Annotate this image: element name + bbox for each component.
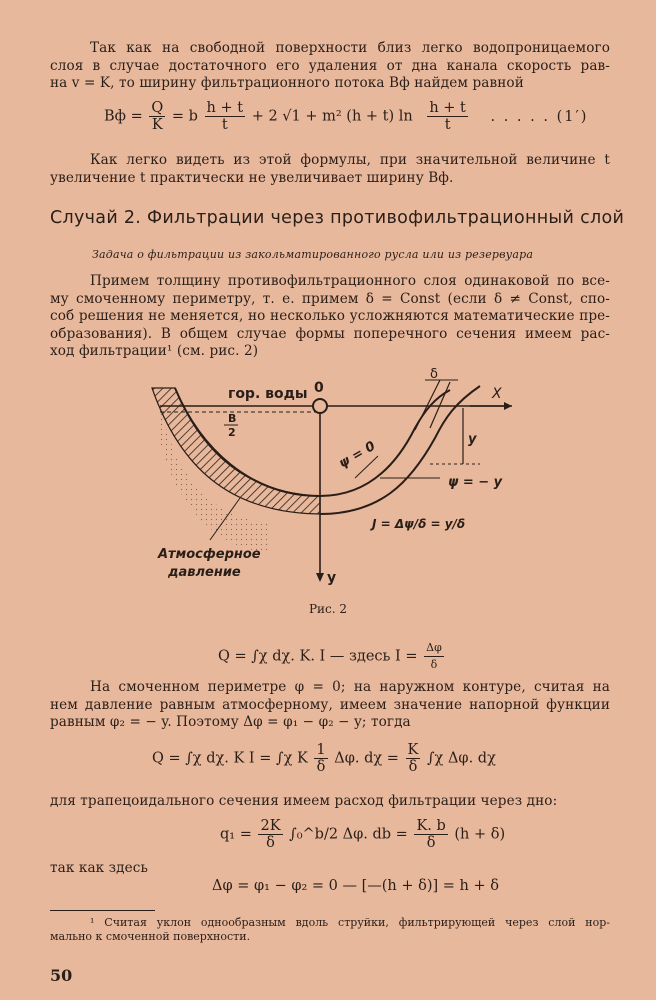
fraction xyxy=(424,640,444,673)
formula-part: Q = ∫χ dχ. K I = ∫χ K xyxy=(152,750,308,767)
page-number: 50 xyxy=(50,966,73,985)
text-line: слоя в случае достаточного его удаления от дна канала скорость рав- xyxy=(50,57,610,74)
label-atm-2: давление xyxy=(168,565,241,580)
impervious-layer-left xyxy=(152,388,320,514)
label-x: X xyxy=(492,386,502,402)
fraction-num: Δφ xyxy=(424,640,444,657)
formula-part: Δφ. dχ = xyxy=(334,750,404,767)
formula-q1 xyxy=(220,818,505,851)
fraction xyxy=(205,100,246,133)
text-line: на v = K, то ширину фильтрационного потока Bф найдем равной xyxy=(50,75,524,91)
text-line: для трапецоидального сечения имеем расход фильтрации через дно: xyxy=(50,793,558,809)
label-y-axis: y xyxy=(327,570,337,586)
text-line: нем давление равным атмосферному, имеем значение напорной функции xyxy=(50,696,610,713)
section-heading: Случай 2. Фильтрации через противофильтрационный слой xyxy=(50,208,625,228)
fraction-den: t xyxy=(444,117,451,133)
formula-number: . . . . . (1′) xyxy=(490,108,589,125)
footnote-line: мально к смоченной поверхности. xyxy=(50,930,251,943)
fraction-den: K xyxy=(151,117,163,133)
formula-bf xyxy=(104,100,588,133)
text-line: образования). В общем случае формы поперечного сечения имеем рас- xyxy=(50,325,610,342)
fraction-den: δ xyxy=(316,759,326,775)
fraction-den: δ xyxy=(426,835,436,851)
paragraph-2 xyxy=(50,152,610,187)
formula-q xyxy=(218,640,446,673)
formula-part: Bф = xyxy=(104,108,148,125)
fraction-den: t xyxy=(221,117,228,133)
text-line: увеличение t практически не увеличивает ширину Bф. xyxy=(50,169,454,186)
fraction xyxy=(414,818,447,851)
formula-part: = b xyxy=(171,108,198,125)
paragraph-1 xyxy=(50,40,610,93)
fraction-num: K xyxy=(407,742,419,758)
paragraph-5 xyxy=(50,793,610,811)
fraction-num: K. b xyxy=(416,818,446,834)
delta-leader xyxy=(430,382,450,428)
fraction-num: 2K xyxy=(260,818,281,834)
label-y-right: y xyxy=(468,432,477,447)
text-line: Как легко видеть из этой формулы, при значительной величине t xyxy=(90,152,610,168)
formula-part: (h + δ) xyxy=(454,826,506,843)
fraction xyxy=(406,742,421,775)
fraction xyxy=(427,100,468,133)
label-b2-den: 2 xyxy=(228,426,236,439)
text-line: равным φ₂ = − y. Поэтому Δφ = φ₁ − φ₂ − y; тогда xyxy=(50,714,411,730)
label-psi-zero: ψ = 0 xyxy=(336,438,379,472)
fraction xyxy=(258,818,282,851)
fraction-num: Q xyxy=(151,100,164,116)
formula-part: ∫₀^b/2 Δφ. db = xyxy=(289,826,413,843)
fraction-num: h + t xyxy=(429,100,466,116)
fraction-den: δ xyxy=(408,759,418,775)
label-gradient: J = Δψ/δ = y/δ xyxy=(372,517,466,531)
y-arrow-icon xyxy=(316,573,324,582)
fraction-num: 1 xyxy=(316,742,326,758)
text-line: На смоченном периметре φ = 0; на наружном контуре, считая на xyxy=(90,679,610,695)
label-delta: δ xyxy=(430,368,438,382)
footnote xyxy=(50,916,610,944)
x-arrow-icon xyxy=(504,402,512,410)
figure-channel-cross-section xyxy=(140,368,520,593)
fraction xyxy=(149,100,165,133)
fraction-num: h + t xyxy=(206,100,244,116)
label-b2-num: B xyxy=(228,412,237,425)
paragraph-3 xyxy=(50,273,610,361)
paragraph-6 xyxy=(50,860,610,878)
label-origin: 0 xyxy=(314,380,324,396)
footnote-divider xyxy=(50,910,155,911)
text-line: Так как на свободной поверхности близ легко водопроницаемого xyxy=(90,40,610,56)
fraction-den: δ xyxy=(266,835,275,851)
fraction-den: δ xyxy=(430,658,438,671)
formula-q-integral xyxy=(152,742,496,775)
section-subheading: Задача о фильтрации из закольматированного русла или из резервуара xyxy=(92,248,534,261)
text-line: ход фильтрации¹ (см. рис. 2) xyxy=(50,343,259,359)
formula-part: Q = ∫χ dχ. K. I — здесь I = xyxy=(218,648,418,665)
paragraph-4 xyxy=(50,679,610,732)
formula-part: + 2 √1 + m² (h + t) ln xyxy=(251,108,413,125)
formula-part: q₁ = xyxy=(220,826,257,843)
text-line: му смоченному периметру, т. е. примем δ = Const (если δ ≠ Const, спо- xyxy=(50,290,610,307)
fraction xyxy=(314,742,327,775)
label-atm-1: Атмосферное xyxy=(158,547,261,562)
formula-delta-phi: Δφ = φ₁ − φ₂ = 0 — [—(h + δ)] = h + δ xyxy=(212,878,499,894)
formula-part: ∫χ Δφ. dχ xyxy=(427,750,496,767)
label-water-level: гор. воды xyxy=(228,386,308,402)
figure-caption: Рис. 2 xyxy=(308,602,348,616)
origin-circle xyxy=(313,399,327,413)
text-line: Примем толщину противофильтрационного слоя одинаковой по все- xyxy=(90,273,610,289)
text-line: соб решения не меняется, но несколько усложняются математические пре- xyxy=(50,308,610,324)
label-psi-minus-y: ψ = − y xyxy=(448,475,503,490)
delta-leader xyxy=(415,380,440,430)
text-line: так как здесь xyxy=(50,860,149,876)
footnote-line: ¹ Считая уклон однообразным вдоль струйки, фильтрирующей через слой нор- xyxy=(90,916,610,929)
